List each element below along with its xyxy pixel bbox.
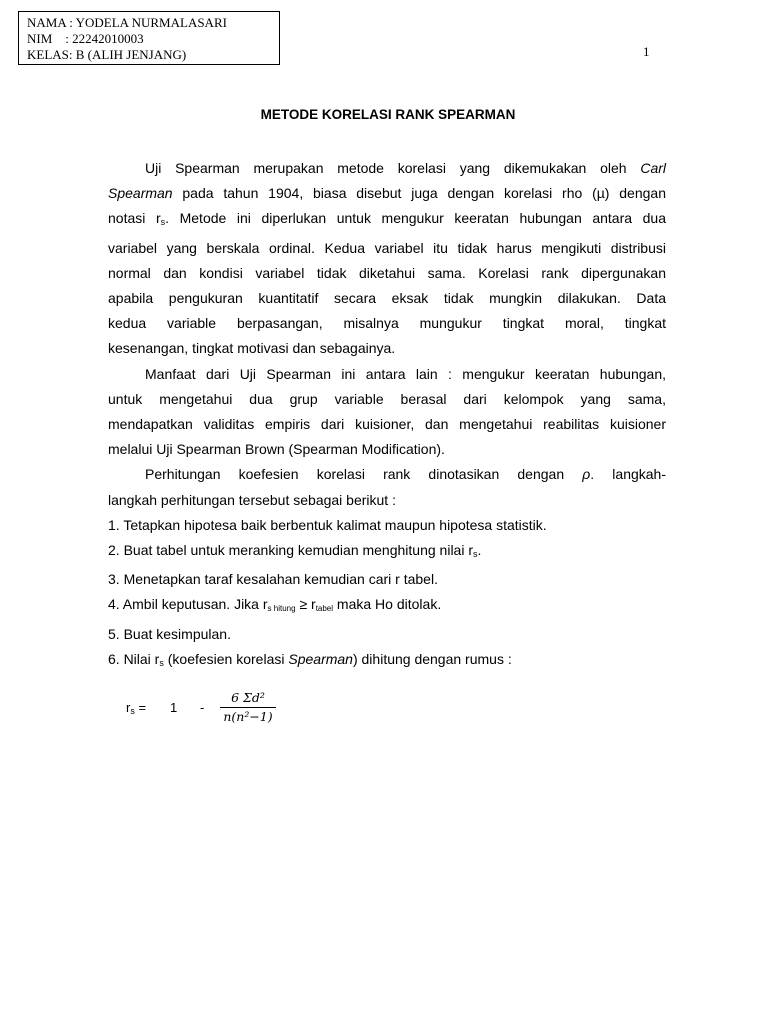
steps-list [108, 513, 666, 676]
document-title: METODE KORELASI RANK SPEARMAN [260, 107, 516, 122]
step-4: 4. Ambil keputusan. Jika rs hitung ≥ rtabel maka Ho ditolak. [108, 596, 442, 614]
para1-line1: Uji Spearman merupakan metode korelasi yang dikemukakan oleh Carl [145, 160, 666, 176]
para3-line1: Perhitungan koefesien korelasi rank dinotasikan dengan ρ. langkah- [145, 466, 667, 483]
para1-line3: notasi $r_s$. Metode ini diperlukan untuk mengukur keeratan hubungan antara dua [108, 210, 666, 228]
student-class: KELAS: B (ALIH JENJANG) [27, 47, 187, 62]
para1-line5: normal dan kondisi variabel tidak diketahui sama. Korelasi rank dipergunakan [108, 264, 666, 281]
fraction-bar [220, 707, 276, 708]
step-3: 3. Menetapkan taraf kesalahan kemudian cari r tabel. [108, 571, 438, 588]
para2-line2: untuk mengetahui dua grup variable berasal dari kelompok yang sama, [108, 390, 666, 407]
paragraph-calculation [108, 462, 666, 512]
formula-lhs: $r_s$ = [126, 700, 147, 716]
para1-line4: variabel yang berskala ordinal. Kedua variabel itu tidak harus mengikuti distribusi [108, 239, 666, 256]
paragraph-definition [108, 156, 666, 362]
para1-line2: Spearman pada tahun 1904, biasa disebut juga dengan korelasi rho (µ) dengan [108, 185, 666, 202]
formula-numerator: 6 Σd² [231, 690, 265, 705]
page-number: 1 [643, 44, 650, 59]
para3-line2: langkah perhitungan tersebut sebagai berikut : [108, 491, 396, 508]
student-nim: NIM : 22242010003 [27, 31, 144, 46]
formula-one: 1 [170, 700, 178, 715]
para2-line1: Manfaat dari Uji Spearman ini antara lain : mengukur keeratan hubungan, [145, 365, 666, 382]
para1-line6: apabila pengukuran kuantitatif secara eksak tidak mungkin dilakukan. Data [108, 290, 666, 307]
step-6: 6. Nilai $r_s$ (koefesien korelasi Spearman) dihitung dengan rumus : [108, 650, 512, 668]
formula-fraction [220, 690, 276, 725]
paragraph-benefits [108, 362, 666, 463]
step-5: 5. Buat kesimpulan. [108, 625, 231, 642]
para2-line3: mendapatkan validitas empiris dari kuisioner, dan mengetahui reabilitas kuisioner [108, 416, 666, 433]
step-2: 2. Buat tabel untuk meranking kemudian menghitung nilai $r_s$. [108, 542, 482, 560]
student-identity-box [18, 11, 280, 65]
document-body [108, 156, 666, 676]
para1-line8: kesenangan, tingkat motivasi dan sebagainya. [108, 340, 396, 357]
step-1: 1. Tetapkan hipotesa baik berbentuk kalimat maupun hipotesa statistik. [108, 516, 547, 533]
para2-line4: melalui Uji Spearman Brown (Spearman Modification). [108, 441, 445, 458]
formula-minus: - [200, 700, 205, 715]
formula-denominator: n(n²−1) [223, 709, 273, 724]
para1-line7: kedua variable berpasangan, misalnya mungukur tingkat moral, tingkat [108, 315, 666, 332]
student-name: NAMA : YODELA NURMALASARI [27, 15, 227, 30]
